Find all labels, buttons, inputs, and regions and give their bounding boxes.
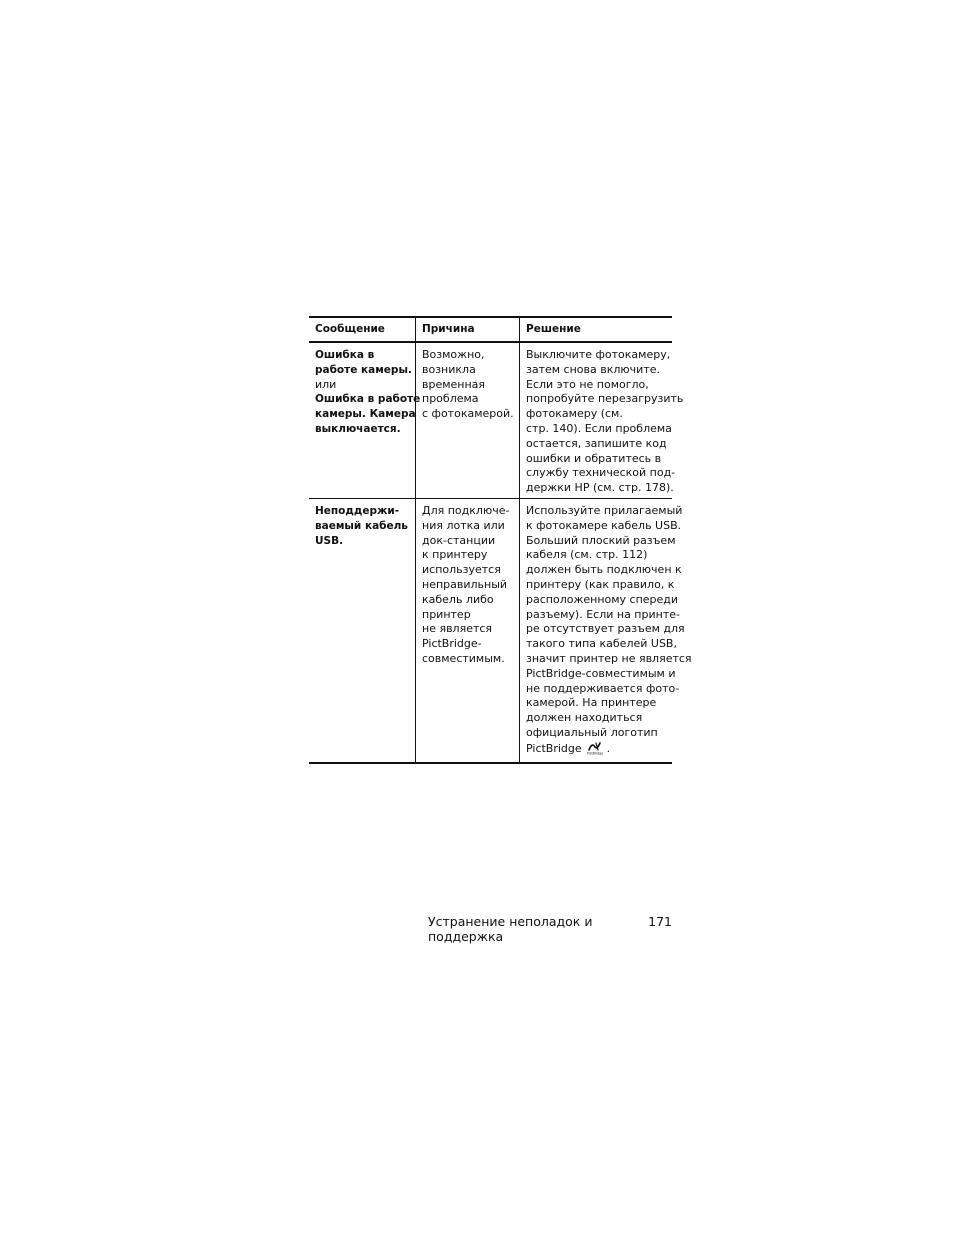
- table-header-row: [309, 318, 672, 343]
- message-line: USB.: [315, 534, 344, 547]
- solution-line: кабеля (см. стр. 112): [526, 548, 648, 562]
- solution-line: службу технической под-: [526, 466, 676, 480]
- cause-line: используется: [422, 563, 501, 577]
- page-number: 171: [648, 914, 672, 929]
- solution-line: остается, запишите код: [526, 436, 667, 450]
- message-cell: [309, 499, 415, 762]
- cause-line: кабель либо: [422, 592, 494, 606]
- solution-last-line: [526, 741, 668, 757]
- solution-line: не поддерживается фото-: [526, 681, 680, 695]
- cause-cell: [415, 343, 519, 498]
- solution-line: должен находиться: [526, 711, 643, 725]
- solution-line: попробуйте перезагрузить: [526, 392, 684, 406]
- cause-cell: [415, 499, 519, 762]
- message-line: работе камеры.: [315, 363, 412, 376]
- header-cause: Причина: [415, 318, 519, 341]
- message-line: Неподдержи-: [315, 505, 400, 517]
- pictbridge-logo-icon: [585, 741, 607, 755]
- solution-line: Если это не помогло,: [526, 377, 649, 391]
- solution-line: стр. 140). Если проблема: [526, 421, 672, 435]
- solution-pictbridge-text: PictBridge: [526, 741, 582, 755]
- solution-line: к фотокамере кабель USB.: [526, 518, 682, 532]
- solution-line: ошибки и обратитесь в: [526, 451, 662, 465]
- message-line: ваемый кабель: [315, 519, 408, 532]
- message-line: выключается.: [315, 422, 401, 435]
- solution-cell: [519, 499, 692, 762]
- header-message: Сообщение: [315, 323, 385, 335]
- cause-line: док-станции: [422, 533, 496, 547]
- page-footer: [428, 914, 672, 944]
- solution-line: должен быть подключен к: [526, 563, 682, 577]
- solution-line: фотокамеру (см.: [526, 407, 623, 421]
- footer-section-title: Устранение неполадок и поддержка: [428, 914, 593, 944]
- cause-line: проблема: [422, 392, 479, 406]
- solution-line: Используйте прилагаемый: [526, 504, 683, 517]
- cause-line: PictBridge-: [422, 637, 482, 651]
- solution-line: ре отсутствует разъем для: [526, 622, 685, 636]
- pictbridge-logo-text: PictBridge: [586, 751, 603, 755]
- cause-line: Возможно,: [422, 348, 485, 361]
- solution-line: Выключите фотокамеру,: [526, 348, 671, 361]
- cause-line: принтер: [422, 607, 471, 621]
- solution-line: расположенному спереди: [526, 592, 679, 606]
- cause-line: ния лотка или: [422, 518, 505, 532]
- solution-line: держки HP (см. стр. 178).: [526, 481, 674, 495]
- message-line: камеры. Камера: [315, 408, 416, 421]
- solution-line: Больший плоский разъем: [526, 533, 676, 547]
- table-row: [309, 499, 692, 762]
- cause-line: к принтеру: [422, 548, 488, 562]
- message-line: Ошибка в: [315, 349, 375, 361]
- solution-line: камерой. На принтере: [526, 696, 657, 710]
- troubleshooting-table: [309, 316, 692, 764]
- table-row: [309, 343, 684, 499]
- header-solution: Решение: [519, 318, 672, 341]
- solution-end-punct: .: [606, 741, 611, 755]
- solution-line: значит принтер не является: [526, 651, 692, 665]
- solution-line: принтеру (как правило, к: [526, 577, 675, 591]
- solution-line: затем снова включите.: [526, 362, 660, 376]
- cause-line: Для подключе-: [422, 504, 510, 517]
- message-line: или: [315, 377, 337, 391]
- solution-line: официальный логотип: [526, 725, 658, 739]
- solution-line: такого типа кабелей USB,: [526, 637, 677, 651]
- cause-line: возникла: [422, 362, 476, 376]
- cause-line: не является: [422, 622, 493, 636]
- cause-line: временная: [422, 377, 486, 391]
- cause-line: неправильный: [422, 577, 508, 591]
- solution-line: PictBridge-совместимым и: [526, 666, 676, 680]
- message-cell: [309, 343, 421, 498]
- solution-cell: [519, 343, 684, 498]
- cause-line: совместимым.: [422, 651, 505, 665]
- solution-line: разъему). Если на принте-: [526, 607, 680, 621]
- cause-line: с фотокамерой.: [422, 407, 514, 421]
- message-line: Ошибка в работе: [315, 393, 421, 406]
